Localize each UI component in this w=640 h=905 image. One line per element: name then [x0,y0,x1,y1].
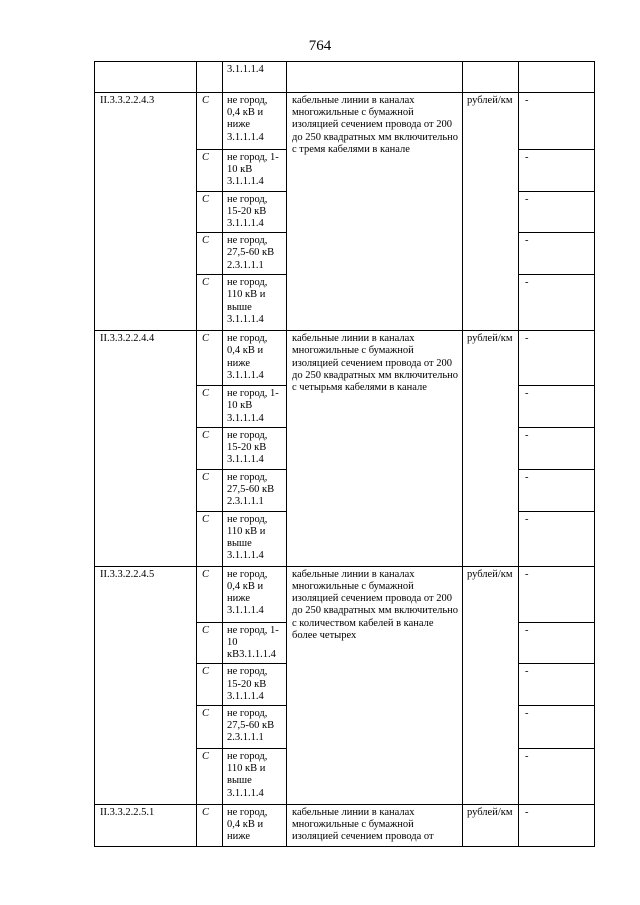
description-cell: кабельные линии в каналах многожильные с бумажной изоляцией сечением провода от 200 до 250 квадратных мм включительно с количеством кабелей в канале более четырех [287,566,463,804]
tariff-table-body [95,62,595,847]
letter-cell: С [197,511,223,566]
code-cell: II.3.3.2.2.4.3 [95,93,197,331]
level-cell: не город, 1-10 кВ 3.1.1.1.4 [223,386,287,428]
level-cell: не город, 27,5-60 кВ 2.3.1.1.1 [223,469,287,511]
unit-cell: рублей/км [463,331,519,567]
value-cell: - [519,93,595,150]
table-row [95,93,595,150]
value-cell: - [519,622,595,664]
value-cell: - [519,706,595,749]
level-cell: не город, 110 кВ и выше 3.1.1.1.4 [223,749,287,805]
table-row [95,331,595,386]
value-cell: - [519,233,595,275]
value-cell: - [519,511,595,566]
description-cell: кабельные линии в каналах многожильные с бумажной изоляцией сечением провода от [287,805,463,847]
value-cell: - [519,191,595,233]
letter-cell: С [197,191,223,233]
level-cell: не город, 0,4 кВ и ниже 3.1.1.1.4 [223,331,287,386]
level-cell: не город, 0,4 кВ и ниже [223,805,287,847]
level-cell: не город, 15-20 кВ 3.1.1.1.4 [223,191,287,233]
value-cell: - [519,331,595,386]
value-cell: - [519,275,595,331]
value-cell: - [519,386,595,428]
value-cell: - [519,566,595,622]
tariff-table-viewport [94,61,594,843]
letter-cell: С [197,427,223,469]
letter-cell: С [197,469,223,511]
level-cell: не город, 1-10 кВ3.1.1.1.4 [223,622,287,664]
value-cell [519,62,595,93]
value-cell: - [519,427,595,469]
value-cell: - [519,805,595,847]
unit-cell [463,62,519,93]
letter-cell: С [197,566,223,622]
level-cell: не город, 1-10 кВ 3.1.1.1.4 [223,150,287,192]
level-cell: не город, 110 кВ и выше 3.1.1.1.4 [223,511,287,566]
level-cell: не город, 15-20 кВ 3.1.1.1.4 [223,664,287,706]
value-cell: - [519,469,595,511]
letter-cell: С [197,386,223,428]
value-cell: - [519,664,595,706]
description-cell [287,62,463,93]
letter-cell: С [197,706,223,749]
level-cell: не город, 0,4 кВ и ниже 3.1.1.1.4 [223,566,287,622]
table-row [95,805,595,847]
value-cell: - [519,749,595,805]
unit-cell: рублей/км [463,566,519,804]
level-cell: не город, 27,5-60 кВ 2.3.1.1.1 [223,233,287,275]
letter-cell: С [197,622,223,664]
code-cell [95,62,197,93]
code-cell: II.3.3.2.2.4.4 [95,331,197,567]
unit-cell: рублей/км [463,93,519,331]
value-cell: - [519,150,595,192]
letter-cell: С [197,664,223,706]
description-cell: кабельные линии в каналах многожильные с бумажной изоляцией сечением провода от 200 до 250 квадратных мм включительно с четырьмя кабелями в канале [287,331,463,567]
code-cell: II.3.3.2.2.4.5 [95,566,197,804]
letter-cell: С [197,331,223,386]
letter-cell: С [197,93,223,150]
level-cell: не город, 110 кВ и выше 3.1.1.1.4 [223,275,287,331]
level-cell: не город, 27,5-60 кВ 2.3.1.1.1 [223,706,287,749]
page-number: 764 [308,38,332,54]
level-cell: 3.1.1.1.4 [223,62,287,93]
table-row [95,566,595,622]
letter-cell: С [197,150,223,192]
letter-cell: С [197,275,223,331]
level-cell: не город, 0,4 кВ и ниже 3.1.1.1.4 [223,93,287,150]
table-row [95,62,595,93]
unit-cell: рублей/км [463,805,519,847]
level-cell: не город, 15-20 кВ 3.1.1.1.4 [223,427,287,469]
description-cell: кабельные линии в каналах многожильные с бумажной изоляцией сечением провода от 200 до 250 квадратных мм включительно с тремя кабелями в канале [287,93,463,331]
letter-cell: С [197,749,223,805]
tariff-table [94,61,595,847]
letter-cell [197,62,223,93]
letter-cell: С [197,805,223,847]
letter-cell: С [197,233,223,275]
code-cell: II.3.3.2.2.5.1 [95,805,197,847]
